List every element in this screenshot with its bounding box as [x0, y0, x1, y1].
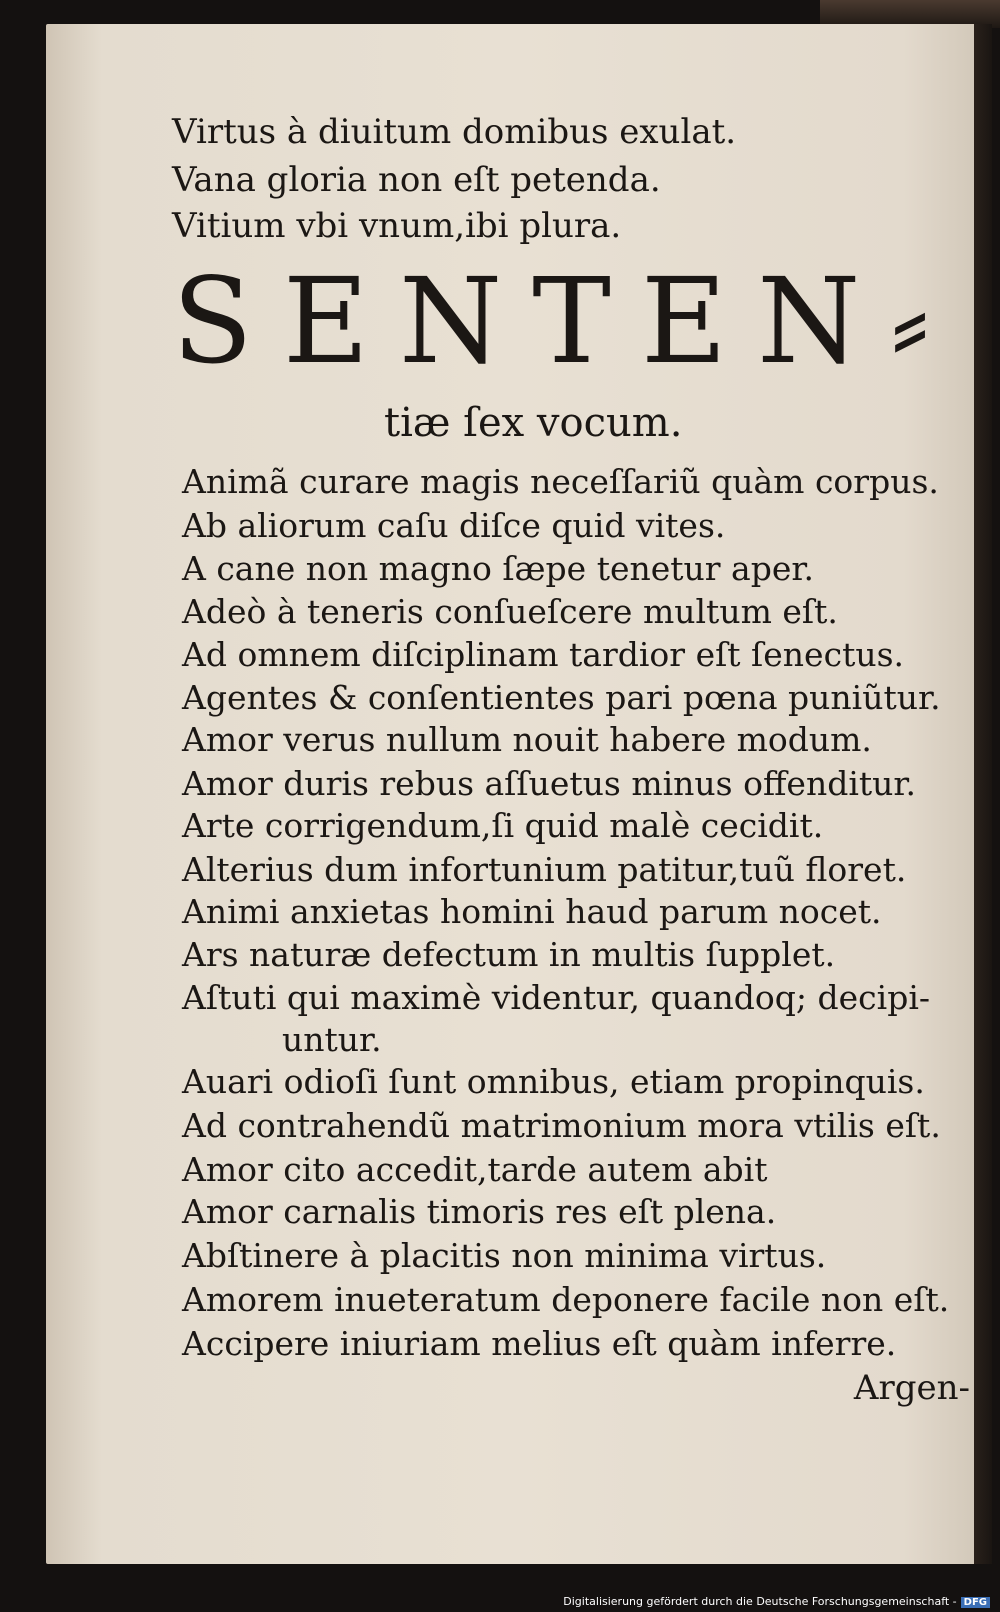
sentence-line: Auari odioſi ſunt omnibus, etiam propinquis.	[182, 1062, 925, 1101]
sentence-line: Ab aliorum caſu diſce quid vites.	[182, 506, 726, 545]
sentence-line: Agentes & conſentientes pari pœna puniũtur.	[182, 678, 941, 717]
sentence-line: A cane non magno ſæpe tenetur aper.	[182, 549, 815, 588]
sentence-line: Amor verus nullum nouit habere modum.	[182, 720, 872, 759]
sentence-line: Aſtuti qui maximè videntur, quandoq; decipi-	[182, 978, 931, 1017]
sentence-continuation: untur.	[282, 1020, 382, 1059]
credit-text: Digitalisierung gefördert durch die Deutsche Forschungsgemeinschaft -	[563, 1595, 957, 1608]
sentence-line: Adeò à teneris conſueſcere multum eſt.	[182, 592, 838, 631]
sentence-line: Abſtinere à placitis non minima virtus.	[182, 1236, 827, 1275]
sentence-line: Animã curare magis neceſſariũ quàm corpus.	[182, 462, 939, 501]
sentence-line: Arte corrigendum,ſi quid malè cecidit.	[182, 806, 824, 845]
top-line-3: Vitium vbi vnum,ibi plura.	[172, 206, 622, 246]
dfg-logo: DFG	[961, 1597, 990, 1608]
sentence-line: Ars naturæ defectum in multis ſupplet.	[182, 935, 836, 974]
sentence-line: Ad contrahendũ matrimonium mora vtilis eſt.	[182, 1106, 941, 1145]
page-shadow-edge	[974, 24, 992, 1564]
section-heading: SENTEN⸗	[172, 252, 960, 390]
sentence-line: Amor duris rebus aſſuetus minus offenditur.	[182, 764, 917, 803]
section-subheading: tiæ ſex vocum.	[384, 400, 683, 446]
sentence-line: Amor carnalis timoris res eſt plena.	[182, 1192, 777, 1231]
digitization-credit	[563, 1595, 990, 1608]
top-line-2: Vana gloria non eſt petenda.	[172, 160, 661, 200]
sentence-line: Accipere iniuriam melius eſt quàm inferre.	[182, 1324, 897, 1363]
top-line-1: Virtus à diuitum domibus exulat.	[172, 112, 737, 152]
catchword: Argen-	[853, 1368, 970, 1408]
sentence-line: Ad omnem diſciplinam tardior eſt ſenectus.	[182, 635, 905, 674]
sentence-line: Animi anxietas homini haud parum nocet.	[182, 892, 882, 931]
sentence-line: Amor cito accedit,tarde autem abit	[182, 1150, 768, 1189]
sentence-line: Amorem inueteratum deponere facile non eſt.	[182, 1280, 950, 1319]
sentence-line: Alterius dum infortunium patitur,tuũ floret.	[182, 850, 907, 889]
